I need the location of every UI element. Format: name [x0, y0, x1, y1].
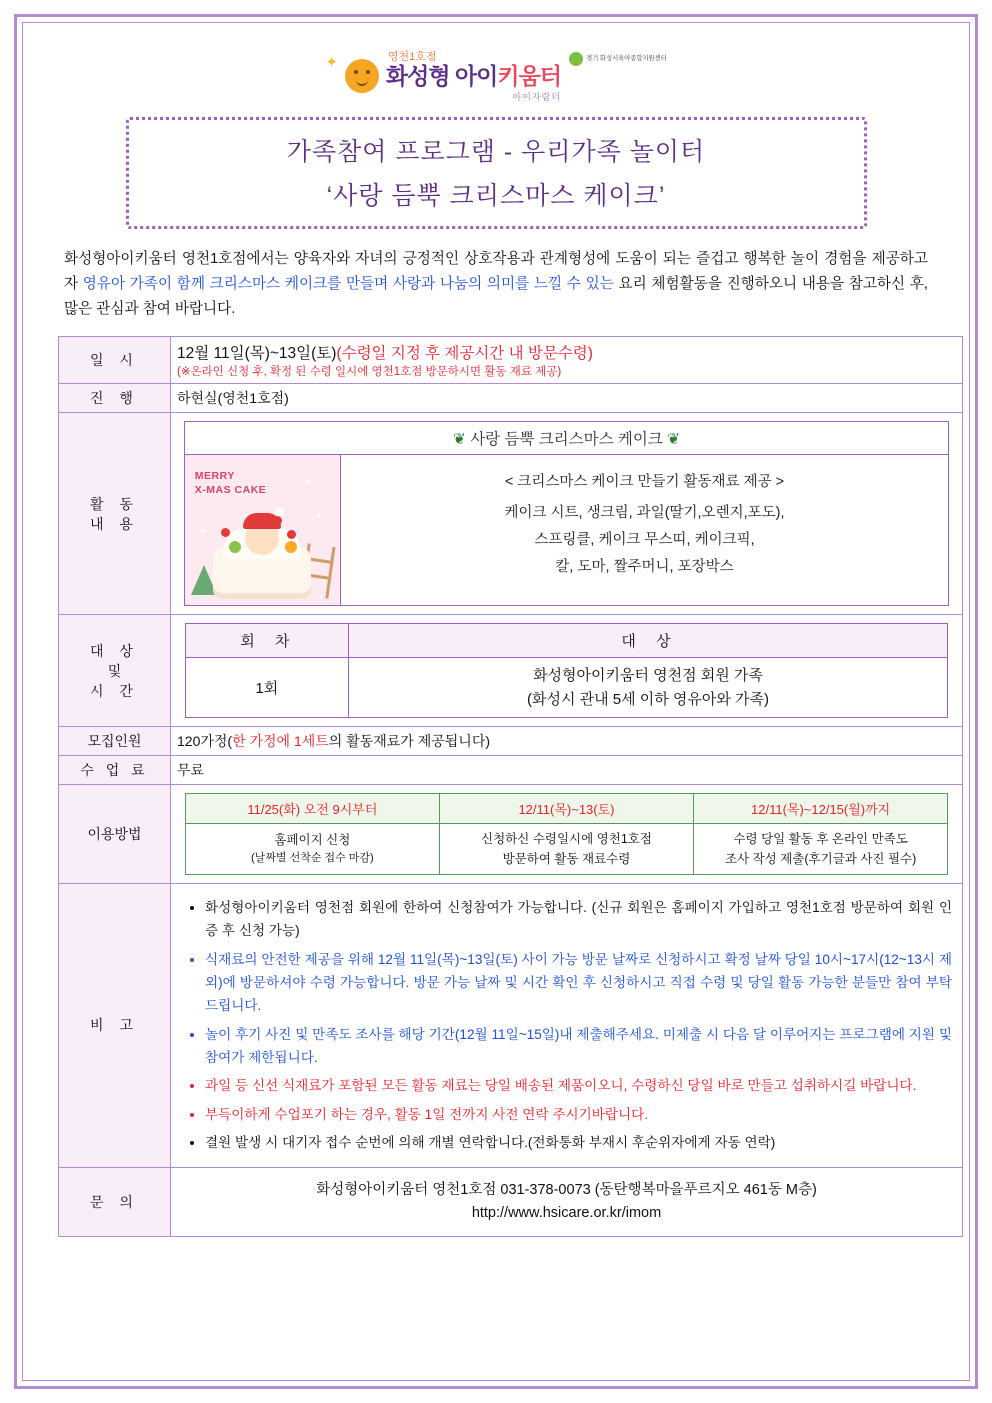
center-logo-label: 경기 화성시육아종합지원센터	[586, 55, 667, 63]
activity-heading-text: 사랑 듬뿍 크리스마스 케이크	[470, 431, 663, 449]
info-table	[58, 336, 963, 1237]
label-contact: 문 의	[59, 1167, 171, 1236]
title-line-1: 가족참여 프로그램 - 우리가족 놀이터	[286, 138, 706, 166]
contact-block	[177, 1172, 956, 1232]
contact-line-1: 화성형아이키움터 영천1호점 031-378-0073 (동탄행복마을푸르지오 461동 M층)	[316, 1181, 817, 1198]
logo-header	[58, 48, 934, 103]
table-row-contact	[59, 1167, 963, 1236]
usage-header-0: 11/25(화) 오전 9시부터	[185, 793, 439, 823]
usage-header-1: 12/11(목)~13(토)	[439, 793, 693, 823]
usage-body-row	[185, 823, 947, 874]
intro-paragraph	[64, 247, 928, 322]
value-target	[171, 615, 963, 727]
note-item-4: • 부득이하게 수업포기 하는 경우, 활동 1일 전까지 사전 연락 주시기바랍니다.	[205, 1103, 952, 1126]
value-usage	[171, 784, 963, 883]
activity-line-1: 케이크 시트, 생크림, 과일(딸기,오렌지,포도),	[504, 505, 785, 522]
activity-box	[184, 421, 949, 606]
table-row-date	[59, 337, 963, 384]
target-header-target: 대 상	[348, 624, 947, 658]
intro-part-3: 요리 체험활동을 진행하오니 내용을 참고하신 후, 많은 관심과 참여 바랍니다.	[64, 276, 928, 318]
leaf-icon	[569, 52, 583, 66]
label-activity	[59, 413, 171, 615]
value-host: 하현실(영천1호점)	[171, 384, 963, 413]
target-desc-line2: (화성시 관내 5세 이하 영유아와 가족)	[526, 690, 770, 708]
usage-cell-0	[185, 823, 439, 874]
activity-heading	[185, 422, 948, 455]
label-notes: 비 고	[59, 883, 171, 1167]
logo-title-main: 화성형 아이	[385, 63, 498, 89]
value-contact	[171, 1167, 963, 1236]
target-subtable	[185, 623, 948, 718]
flyer-content	[14, 14, 978, 1237]
date-note: (※온라인 신청 후, 확정 된 수령 일시에 영천1호점 방문하시면 활동 재료 제공)	[177, 366, 562, 379]
note-item-5: • 결원 발생 시 대기자 접수 순번에 의해 개별 연락합니다.(전화통화 부재시 후순위자에게 자동 연락)	[205, 1131, 952, 1154]
value-capacity	[171, 726, 963, 755]
table-row-notes	[59, 883, 963, 1167]
smiley-face-icon	[345, 59, 379, 93]
intro-part-1: 화성형아이키움터 영천1호점에서는 양육자와 자녀의 긍정적인 상호작용과 관계형성에 도움이 되는 즐겁고 행복한 놀이 경험을 제공하고자	[64, 251, 928, 293]
label-fee: 수 업 료	[59, 755, 171, 784]
value-activity	[171, 413, 963, 615]
label-target-line3: 시 간	[90, 682, 139, 699]
label-date: 일 시	[59, 337, 171, 384]
label-activity-line1: 활 동	[90, 495, 139, 512]
center-logo	[569, 52, 667, 66]
usage-cell-2	[694, 823, 948, 874]
label-activity-line2: 내 용	[90, 515, 139, 532]
capacity-red: 한 가정에 1세트	[232, 732, 329, 749]
label-target	[59, 615, 171, 727]
table-row-activity	[59, 413, 963, 615]
target-desc-line1: 화성형아이키움터 영천점 회원 가족	[533, 667, 763, 685]
target-desc	[348, 658, 947, 718]
logo	[325, 48, 561, 103]
table-row-target	[59, 615, 963, 727]
note-item-2: • 놀이 후기 사진 및 만족도 조사를 해당 기간(12월 11일~15일)내 제출해주세요. 미제출 시 다음 달 이루어지는 프로그램에 지원 및 참여가 제한됩니다.	[205, 1023, 952, 1070]
value-date	[171, 337, 963, 384]
logo-title	[386, 65, 561, 88]
title-line-2: ‘사랑 듬뿍 크리스마스 케이크’	[326, 182, 666, 210]
usage-cell-2-sub: 조사 작성 제출(후기글과 사진 필수)	[724, 851, 917, 866]
activity-line-0: < 크리스마스 케이크 만들기 활동재료 제공 >	[504, 474, 785, 491]
target-round-value: 1회	[185, 658, 348, 718]
usage-cell-1-main: 신청하신 수령일시에 영천1호점	[481, 831, 652, 846]
note-item-0: • 화성형아이키움터 영천점 회원에 한하여 신청참여가 가능합니다. (신규 회원은 홈페이지 가입하고 영천1호점 방문하여 회원 인증 후 신청 가능)	[205, 896, 952, 943]
capacity-black-1: 120가정(	[177, 732, 233, 749]
activity-line-3: 칼, 도마, 짤주머니, 포장박스	[555, 558, 734, 575]
label-host: 진 행	[59, 384, 171, 413]
usage-cell-0-main: 홈페이지 신청	[274, 832, 351, 847]
usage-cell-1	[439, 823, 693, 874]
label-usage: 이용방법	[59, 784, 171, 883]
title-box	[126, 117, 867, 229]
target-header-row	[185, 624, 947, 658]
table-row-capacity	[59, 726, 963, 755]
intro-part-2: 영유아 가족이 함께 크리스마스 케이크를 만들며 사랑과 나눔의 의미를 느낄 수 있는	[82, 276, 614, 293]
cake-icon	[213, 511, 311, 599]
usage-header-2: 12/11(목)~12/15(월)까지	[694, 793, 948, 823]
target-header-round: 회 차	[185, 624, 348, 658]
usage-cell-2-main: 수령 당일 활동 후 온라인 만족도	[733, 831, 908, 846]
table-row-fee	[59, 755, 963, 784]
logo-branch-label: 영천1호점	[387, 51, 437, 63]
activity-line-2: 스프링클, 케이크 무스띠, 케이크픽,	[534, 531, 755, 548]
usage-header-row	[185, 793, 947, 823]
date-value-red: (수령일 지정 후 제공시간 내 방문수령)	[336, 345, 593, 363]
logo-sub-label: 아이자람터	[512, 92, 562, 102]
note-item-3: • 과일 등 신선 식재료가 포함된 모든 활동 재료는 당일 배송된 제품이오니, 수령하신 당일 바로 만들고 섭취하시길 바랍니다.	[205, 1074, 952, 1097]
star-icon: ✦	[325, 54, 338, 71]
logo-title-accent: 키움터	[497, 63, 562, 89]
date-value-black: 12월 11일(목)~13일(토)	[177, 345, 337, 363]
label-target-line1: 대 상	[90, 642, 139, 659]
cake-image-caption: MERRY X-MAS CAKE	[194, 470, 267, 497]
label-target-line2: 및	[107, 662, 122, 679]
target-data-row	[185, 658, 947, 718]
holly-icon-left: ❦	[452, 431, 466, 449]
table-row-host	[59, 384, 963, 413]
contact-url[interactable]: http://www.hsicare.or.kr/imom	[471, 1204, 662, 1221]
usage-cell-0-sub: (날짜별 선착순 접수 마감)	[250, 851, 374, 864]
value-fee: 무료	[171, 755, 963, 784]
capacity-black-2: 의 활동재료가 제공됩니다)	[328, 732, 491, 749]
usage-subtable	[185, 793, 948, 875]
note-item-1: • 식재료의 안전한 제공을 위해 12월 11일(목)~13일(토) 사이 가능 방문 날짜로 신청하시고 확정 날짜 당일 10시~17시(12~13시 제외)에 방문하셔야 수령 가능합니다. 방문 가능 날짜 및 시간 확인 후 신청하시고 직접 수령 및 당일 활동 가능한 분들만 참여 부탁드립니다.	[205, 948, 952, 1018]
notes-list	[191, 896, 952, 1155]
label-capacity: 모집인원	[59, 726, 171, 755]
value-notes	[171, 883, 963, 1167]
usage-cell-1-sub: 방문하여 활동 재료수령	[502, 851, 631, 866]
cake-illustration	[185, 455, 341, 605]
activity-material-list	[341, 455, 948, 605]
holly-icon-right: ❦	[667, 431, 681, 449]
table-row-usage	[59, 784, 963, 883]
